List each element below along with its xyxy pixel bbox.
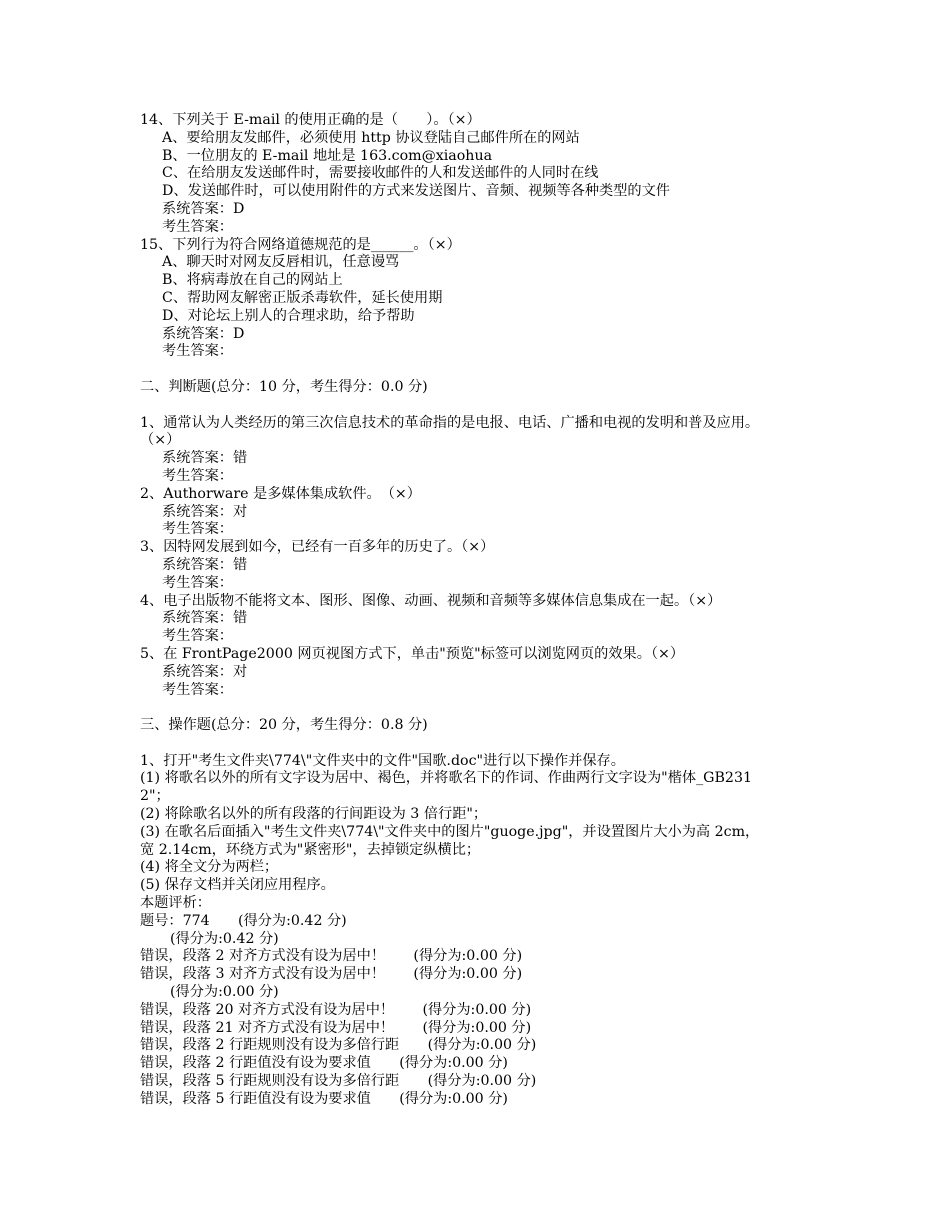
system-answer: 系统答案：错: [162, 556, 248, 573]
system-answer: 系统答案：对: [162, 503, 248, 520]
option-c: C、在给朋友发送邮件时，需要接收邮件的人和发送邮件的人同时在线: [162, 165, 599, 182]
judgement-item-1: [140, 415, 930, 486]
question-stem: 2、Authorware 是多媒体集成软件。 （×）: [140, 485, 421, 502]
judgement-item-2: [140, 486, 930, 539]
student-answer: 考生答案：: [162, 521, 233, 538]
error-line: 错误，段落 3 对齐方式没有设为居中！ (得分为:0.00 分): [140, 966, 523, 983]
question-stem: 1、通常认为人类经历的第三次信息技术的革命指的是电报、电话、广播和电视的发明和普及应用。: [140, 414, 760, 431]
question-15: [140, 237, 930, 362]
operation-line: (4) 将全文分为两栏；: [140, 859, 279, 876]
analysis-label: 本题评析：: [140, 895, 211, 912]
section-header-operation: 三、操作题(总分：20 分，考生得分：0.8 分): [140, 717, 428, 734]
error-line: 错误，段落 5 行距规则没有设为多倍行距 (得分为:0.00 分): [140, 1073, 537, 1090]
judgement-item-5: [140, 646, 930, 699]
student-answer: 考生答案：: [162, 574, 233, 591]
student-answer: 考生答案：: [162, 218, 233, 235]
error-line: 错误，段落 5 行距值没有设为要求值 (得分为:0.00 分): [140, 1090, 508, 1107]
system-answer: 系统答案：D: [162, 200, 245, 217]
score-line: (得分为:0.42 分): [170, 930, 279, 947]
question-stem: 5、在 FrontPage2000 网页视图方式下，单击"预览"标签可以浏览网页的效果。（×）: [140, 645, 685, 662]
question-stem: 3、因特网发展到如今，已经有一百多年的历史了。（×）: [140, 539, 495, 556]
operation-line: 宽 2.14cm，环绕方式为"紧密形"，去掉锁定纵横比；: [140, 841, 481, 858]
error-line: 错误，段落 2 对齐方式没有设为居中！ (得分为:0.00 分): [140, 948, 523, 965]
question-14: [140, 112, 930, 237]
question-stem: 4、电子出版物不能将文本、图形、图像、动画、视频和音频等多媒体信息集成在一起。（×）: [140, 592, 722, 609]
error-line: 错误，段落 21 对齐方式没有设为居中！ (得分为:0.00 分): [140, 1019, 532, 1036]
option-a: A、要给朋友发邮件，必须使用 http 协议登陆自己邮件所在的网站: [162, 129, 580, 146]
operation-line: (1) 将歌名以外的所有文字设为居中、褐色，并将歌名下的作词、作曲两行文字设为"楷体_GB231: [140, 770, 753, 787]
option-c: C、帮助网友解密正版杀毒软件，延长使用期: [162, 289, 443, 306]
student-answer: 考生答案：: [162, 343, 233, 360]
system-answer: 系统答案：错: [162, 450, 248, 467]
option-d: D、对论坛上别人的合理求助，给予帮助: [162, 307, 415, 324]
option-b: B、将病毒放在自己的网站上: [162, 272, 343, 289]
score-line: (得分为:0.00 分): [170, 984, 279, 1001]
operation-line: 2"；: [140, 788, 170, 805]
operation-item-1: [140, 753, 930, 1109]
student-answer: 考生答案：: [162, 681, 233, 698]
question-stem-continued: （×）: [140, 432, 181, 449]
question-stem: 14、下列关于 E-mail 的使用正确的是（ ）。（×）: [140, 112, 481, 128]
system-answer: 系统答案：错: [162, 610, 248, 627]
option-a: A、聊天时对网友反唇相讥，任意谩骂: [162, 254, 400, 271]
student-answer: 考生答案：: [162, 628, 233, 645]
student-answer: 考生答案：: [162, 467, 233, 484]
system-answer: 系统答案：D: [162, 325, 245, 342]
error-line: 错误，段落 2 行距规则没有设为多倍行距 (得分为:0.00 分): [140, 1037, 537, 1054]
operation-line: 1、打开"考生文件夹\774\"文件夹中的文件"国歌.doc"进行以下操作并保存。: [140, 752, 625, 769]
option-d: D、发送邮件时，可以使用附件的方式来发送图片、音频、视频等各种类型的文件: [162, 183, 670, 200]
option-b: B、一位朋友的 E-mail 地址是 163.com@xiaohua: [162, 147, 493, 164]
operation-line: (3) 在歌名后面插入"考生文件夹\774\"文件夹中的图片"guoge.jpg"，并设置图片大小为高 2cm，: [140, 823, 760, 840]
error-line: 错误，段落 2 行距值没有设为要求值 (得分为:0.00 分): [140, 1055, 508, 1072]
system-answer: 系统答案：对: [162, 663, 248, 680]
exam-document: [140, 112, 930, 1109]
judgement-item-4: [140, 593, 930, 646]
section-header-judgement: 二、判断题(总分：10 分，考生得分：0.0 分): [140, 378, 428, 395]
question-number-score: 题号：774 (得分为:0.42 分): [140, 912, 347, 929]
judgement-item-3: [140, 539, 930, 592]
operation-line: (5) 保存文档并关闭应用程序。: [140, 877, 335, 894]
question-stem: 15、下列行为符合网络道德规范的是______。（×）: [140, 236, 461, 253]
operation-line: (2) 将除歌名以外的所有段落的行间距设为 3 倍行距"；: [140, 806, 488, 823]
error-line: 错误，段落 20 对齐方式没有设为居中！ (得分为:0.00 分): [140, 1001, 532, 1018]
